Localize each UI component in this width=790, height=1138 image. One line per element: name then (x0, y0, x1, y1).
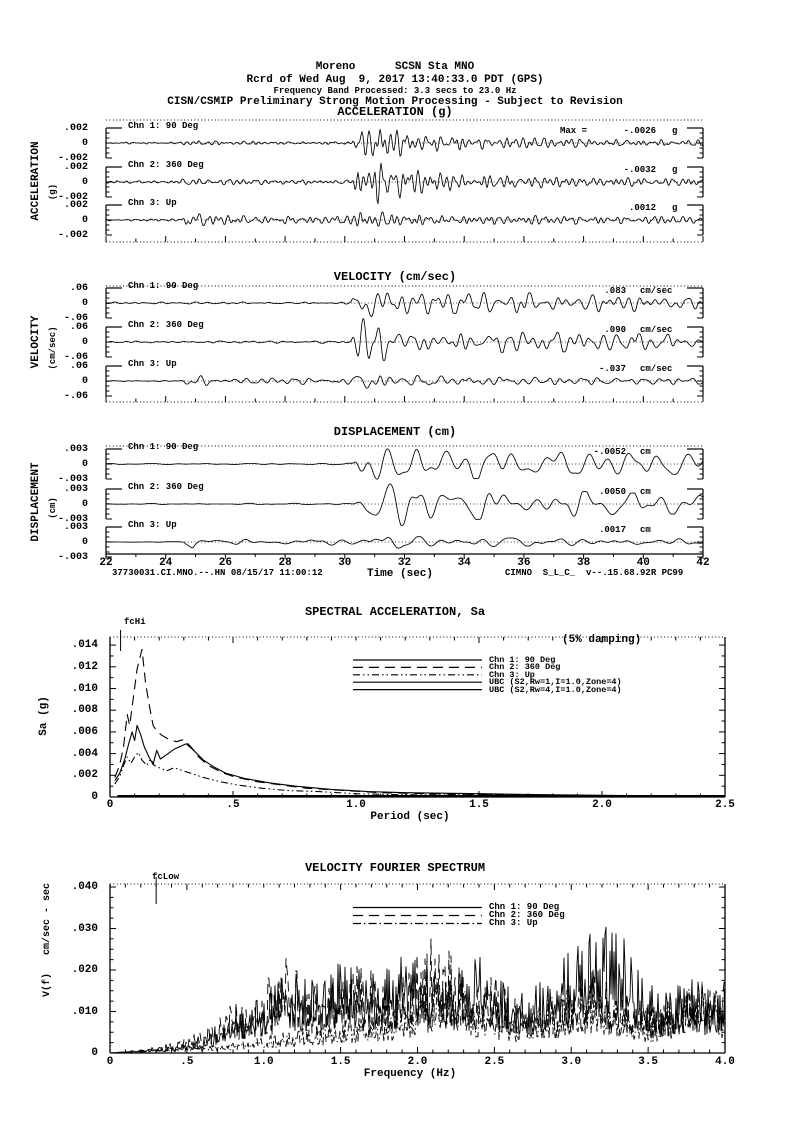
peak-value-label: .0050 (598, 487, 626, 497)
fourier-ytick-label: .040 (71, 881, 98, 893)
time-tick-label: 34 (457, 557, 471, 569)
sa-legend-label: UBC (S2,Rw=4,I=1.0,Zone=4) (489, 684, 622, 695)
peak-value-label: .0012 (628, 203, 656, 213)
fourier-legend-label: Chn 2: 360 Deg (489, 910, 565, 920)
peak-unit-label: cm/sec (640, 325, 673, 335)
time-axis-label: Time (sec) (366, 568, 433, 580)
fourier-ytick-label: .030 (71, 922, 98, 935)
velocity-axis-label: VELOCITY (30, 315, 42, 369)
time-tick-label: 28 (278, 557, 292, 569)
channel-label: Chn 3: Up (128, 198, 177, 208)
amplitude-tick-label: .003 (63, 522, 88, 533)
sa-curve-2 (115, 649, 725, 796)
peak-value-label: -.0026 (623, 126, 656, 136)
sa-ytick-label: .006 (71, 725, 98, 738)
fourier-xtick-label: 1.5 (330, 1056, 351, 1068)
acceleration-axis-label: ACCELERATION (30, 141, 42, 221)
amplitude-tick-label: -.002 (57, 230, 88, 241)
fourier-xaxis-label: Frequency (Hz) (363, 1068, 457, 1080)
acceleration-panel-title: ACCELERATION (g) (337, 105, 453, 119)
velocity-panel-title: VELOCITY (cm/sec) (333, 270, 457, 284)
peak-unit-label: g (672, 203, 678, 213)
channel-label: Chn 3: Up (128, 520, 177, 530)
fourier-xtick-label: 2.0 (407, 1056, 428, 1068)
time-tick-label: 40 (636, 557, 650, 569)
sa-ytick-label: .014 (71, 639, 98, 652)
time-tick-label: 32 (397, 557, 412, 569)
time-tick-label: 30 (338, 557, 352, 569)
station-title: Moreno SCSN Sta MNO (315, 61, 475, 73)
amplitude-tick-label: .06 (69, 322, 88, 333)
amplitude-tick-label: .003 (63, 484, 88, 495)
peak-value-label: .083 (604, 286, 626, 296)
fourier-xtick-label: 3.5 (638, 1056, 659, 1068)
time-tick-label: 38 (576, 557, 591, 569)
record-id-footer: 37730031.CI.MNO.--.HN 08/15/17 11:00:12 (112, 568, 323, 578)
amplitude-tick-label: 0 (81, 137, 88, 149)
sa-xtick-label: 2.0 (592, 799, 612, 811)
displacement-panel-title: DISPLACEMENT (cm) (333, 425, 457, 439)
amplitude-tick-label: 0 (81, 536, 88, 548)
amplitude-tick-label: -.003 (57, 474, 88, 485)
sa-xaxis-label: Period (sec) (370, 811, 450, 823)
fourier-xtick-label: 0 (106, 1056, 114, 1068)
displacement-axis-units: (cm) (48, 497, 58, 519)
peak-unit-label: g (672, 165, 678, 175)
sa-fchi-label: fcHi (124, 617, 146, 627)
amplitude-tick-label: 0 (81, 214, 88, 226)
time-tick-label: 24 (159, 557, 173, 569)
fourier-xtick-label: 4.0 (715, 1056, 735, 1068)
sa-ytick-label: .012 (71, 660, 98, 673)
amplitude-tick-label: .002 (63, 123, 88, 134)
sa-legend-label: Chn 3: Up (489, 669, 535, 680)
time-tick-label: 36 (517, 557, 531, 569)
fourier-ytick-label: .020 (71, 964, 98, 976)
acceleration-axis-units: (g) (48, 183, 58, 201)
amplitude-tick-label: .002 (63, 200, 88, 211)
channel-label: Chn 2: 360 Deg (128, 482, 204, 492)
peak-value-label: .090 (604, 325, 626, 335)
amplitude-tick-label: -.002 (57, 192, 88, 203)
fourier-ytick-label: 0 (91, 1047, 98, 1059)
sa-panel-title: SPECTRAL ACCELERATION, Sa (304, 605, 486, 619)
amplitude-tick-label: .002 (63, 162, 88, 173)
amplitude-tick-label: 0 (81, 297, 88, 309)
sa-ytick-label: .008 (71, 704, 98, 717)
sa-xtick-label: 0 (106, 799, 114, 811)
amplitude-tick-label: 0 (81, 176, 88, 188)
acceleration-trace-3 (106, 212, 703, 226)
amplitude-tick-label: -.003 (57, 552, 88, 563)
sa-axis-label: Sa (g) (38, 696, 50, 736)
peak-unit-label: cm (640, 525, 651, 535)
channel-label: Chn 2: 360 Deg (128, 320, 204, 330)
fourier-xtick-label: .5 (180, 1056, 194, 1068)
sa-legend-label: Chn 2: 360 Deg (489, 662, 561, 673)
channel-label: Chn 1: 90 Deg (128, 121, 199, 131)
sa-xtick-label: .5 (226, 799, 240, 811)
sa-ytick-label: 0 (91, 791, 98, 803)
peak-value-label: -.037 (598, 364, 626, 374)
fourier-ytick-label: .010 (71, 1005, 98, 1018)
channel-label: Chn 1: 90 Deg (128, 442, 199, 452)
amplitude-tick-label: -.002 (57, 153, 88, 164)
fourier-fclow-label: fcLow (152, 872, 180, 882)
displacement-axis-label: DISPLACEMENT (30, 462, 42, 542)
channel-label: Chn 3: Up (128, 359, 177, 369)
fourier-spectrum-1 (110, 927, 725, 1053)
peak-value-label: -.0032 (623, 165, 656, 175)
processing-version-footer: CIMNO S_L_C_ v--.15.68.92R PC99 (505, 568, 684, 578)
fourier-legend-label: Chn 1: 90 Deg (489, 902, 560, 912)
sa-legend-label: Chn 1: 90 Deg (489, 655, 556, 665)
sa-damping-note: (5% damping) (562, 634, 642, 646)
channel-label: Chn 2: 360 Deg (128, 160, 204, 170)
peak-unit-label: g (672, 126, 678, 136)
amplitude-tick-label: .003 (63, 444, 88, 455)
record-date-line: Rcrd of Wed Aug 9, 2017 13:40:33.0 PDT (GPS) (246, 74, 544, 86)
peak-unit-label: cm/sec (640, 286, 673, 296)
sa-curve-3 (115, 753, 725, 796)
sa-ytick-label: .002 (71, 769, 98, 782)
time-tick-label: 22 (99, 557, 113, 569)
fourier-xtick-label: 1.0 (253, 1056, 274, 1068)
amplitude-tick-label: .06 (69, 283, 88, 294)
amplitude-tick-label: 0 (81, 458, 88, 470)
velocity-trace-3 (106, 376, 703, 389)
processing-notice: CISN/CSMIP Preliminary Strong Motion Processing - Subject to Revision (167, 96, 623, 108)
peak-unit-label: cm (640, 487, 651, 497)
amplitude-tick-label: .06 (69, 361, 88, 372)
peak-unit-label: cm/sec (640, 364, 673, 374)
amplitude-tick-label: -.06 (63, 391, 88, 402)
fourier-panel-title: VELOCITY FOURIER SPECTRUM (304, 861, 486, 875)
time-tick-label: 42 (696, 557, 710, 569)
fourier-legend-label: Chn 3: Up (489, 918, 538, 928)
velocity-axis-units: (cm/sec) (48, 326, 58, 370)
sa-ytick-label: .010 (71, 682, 98, 695)
amplitude-tick-label: -.06 (63, 352, 88, 363)
peak-unit-label: cm (640, 447, 651, 457)
amplitude-tick-label: 0 (81, 498, 88, 510)
sa-xtick-label: 2.5 (715, 799, 735, 811)
amplitude-tick-label: 0 (81, 375, 88, 387)
fourier-xtick-label: 2.5 (484, 1056, 505, 1068)
channel-label: Chn 1: 90 Deg (128, 281, 199, 291)
time-tick-label: 26 (218, 557, 232, 569)
max-prefix-label: Max = (560, 126, 588, 136)
sa-xtick-label: 1.5 (469, 799, 489, 811)
fourier-axis-label: V(f) cm/sec - sec (42, 882, 53, 998)
sa-curve-1 (115, 725, 725, 796)
frequency-band-line: Frequency Band Processed: 3.3 secs to 23.0 Hz (273, 86, 517, 96)
sa-legend-label: UBC (S2,Rw=1,I=1.0,Zone=4) (489, 677, 622, 688)
amplitude-tick-label: 0 (81, 336, 88, 348)
peak-value-label: .0017 (598, 525, 626, 535)
displacement-trace-3 (106, 537, 703, 548)
fourier-xtick-label: 3.0 (561, 1056, 582, 1068)
sa-xtick-label: 1.0 (346, 799, 366, 811)
amplitude-tick-label: -.06 (63, 313, 88, 324)
amplitude-tick-label: -.003 (57, 514, 88, 525)
sa-ytick-label: .004 (71, 747, 98, 760)
peak-value-label: -.0052 (593, 447, 626, 457)
